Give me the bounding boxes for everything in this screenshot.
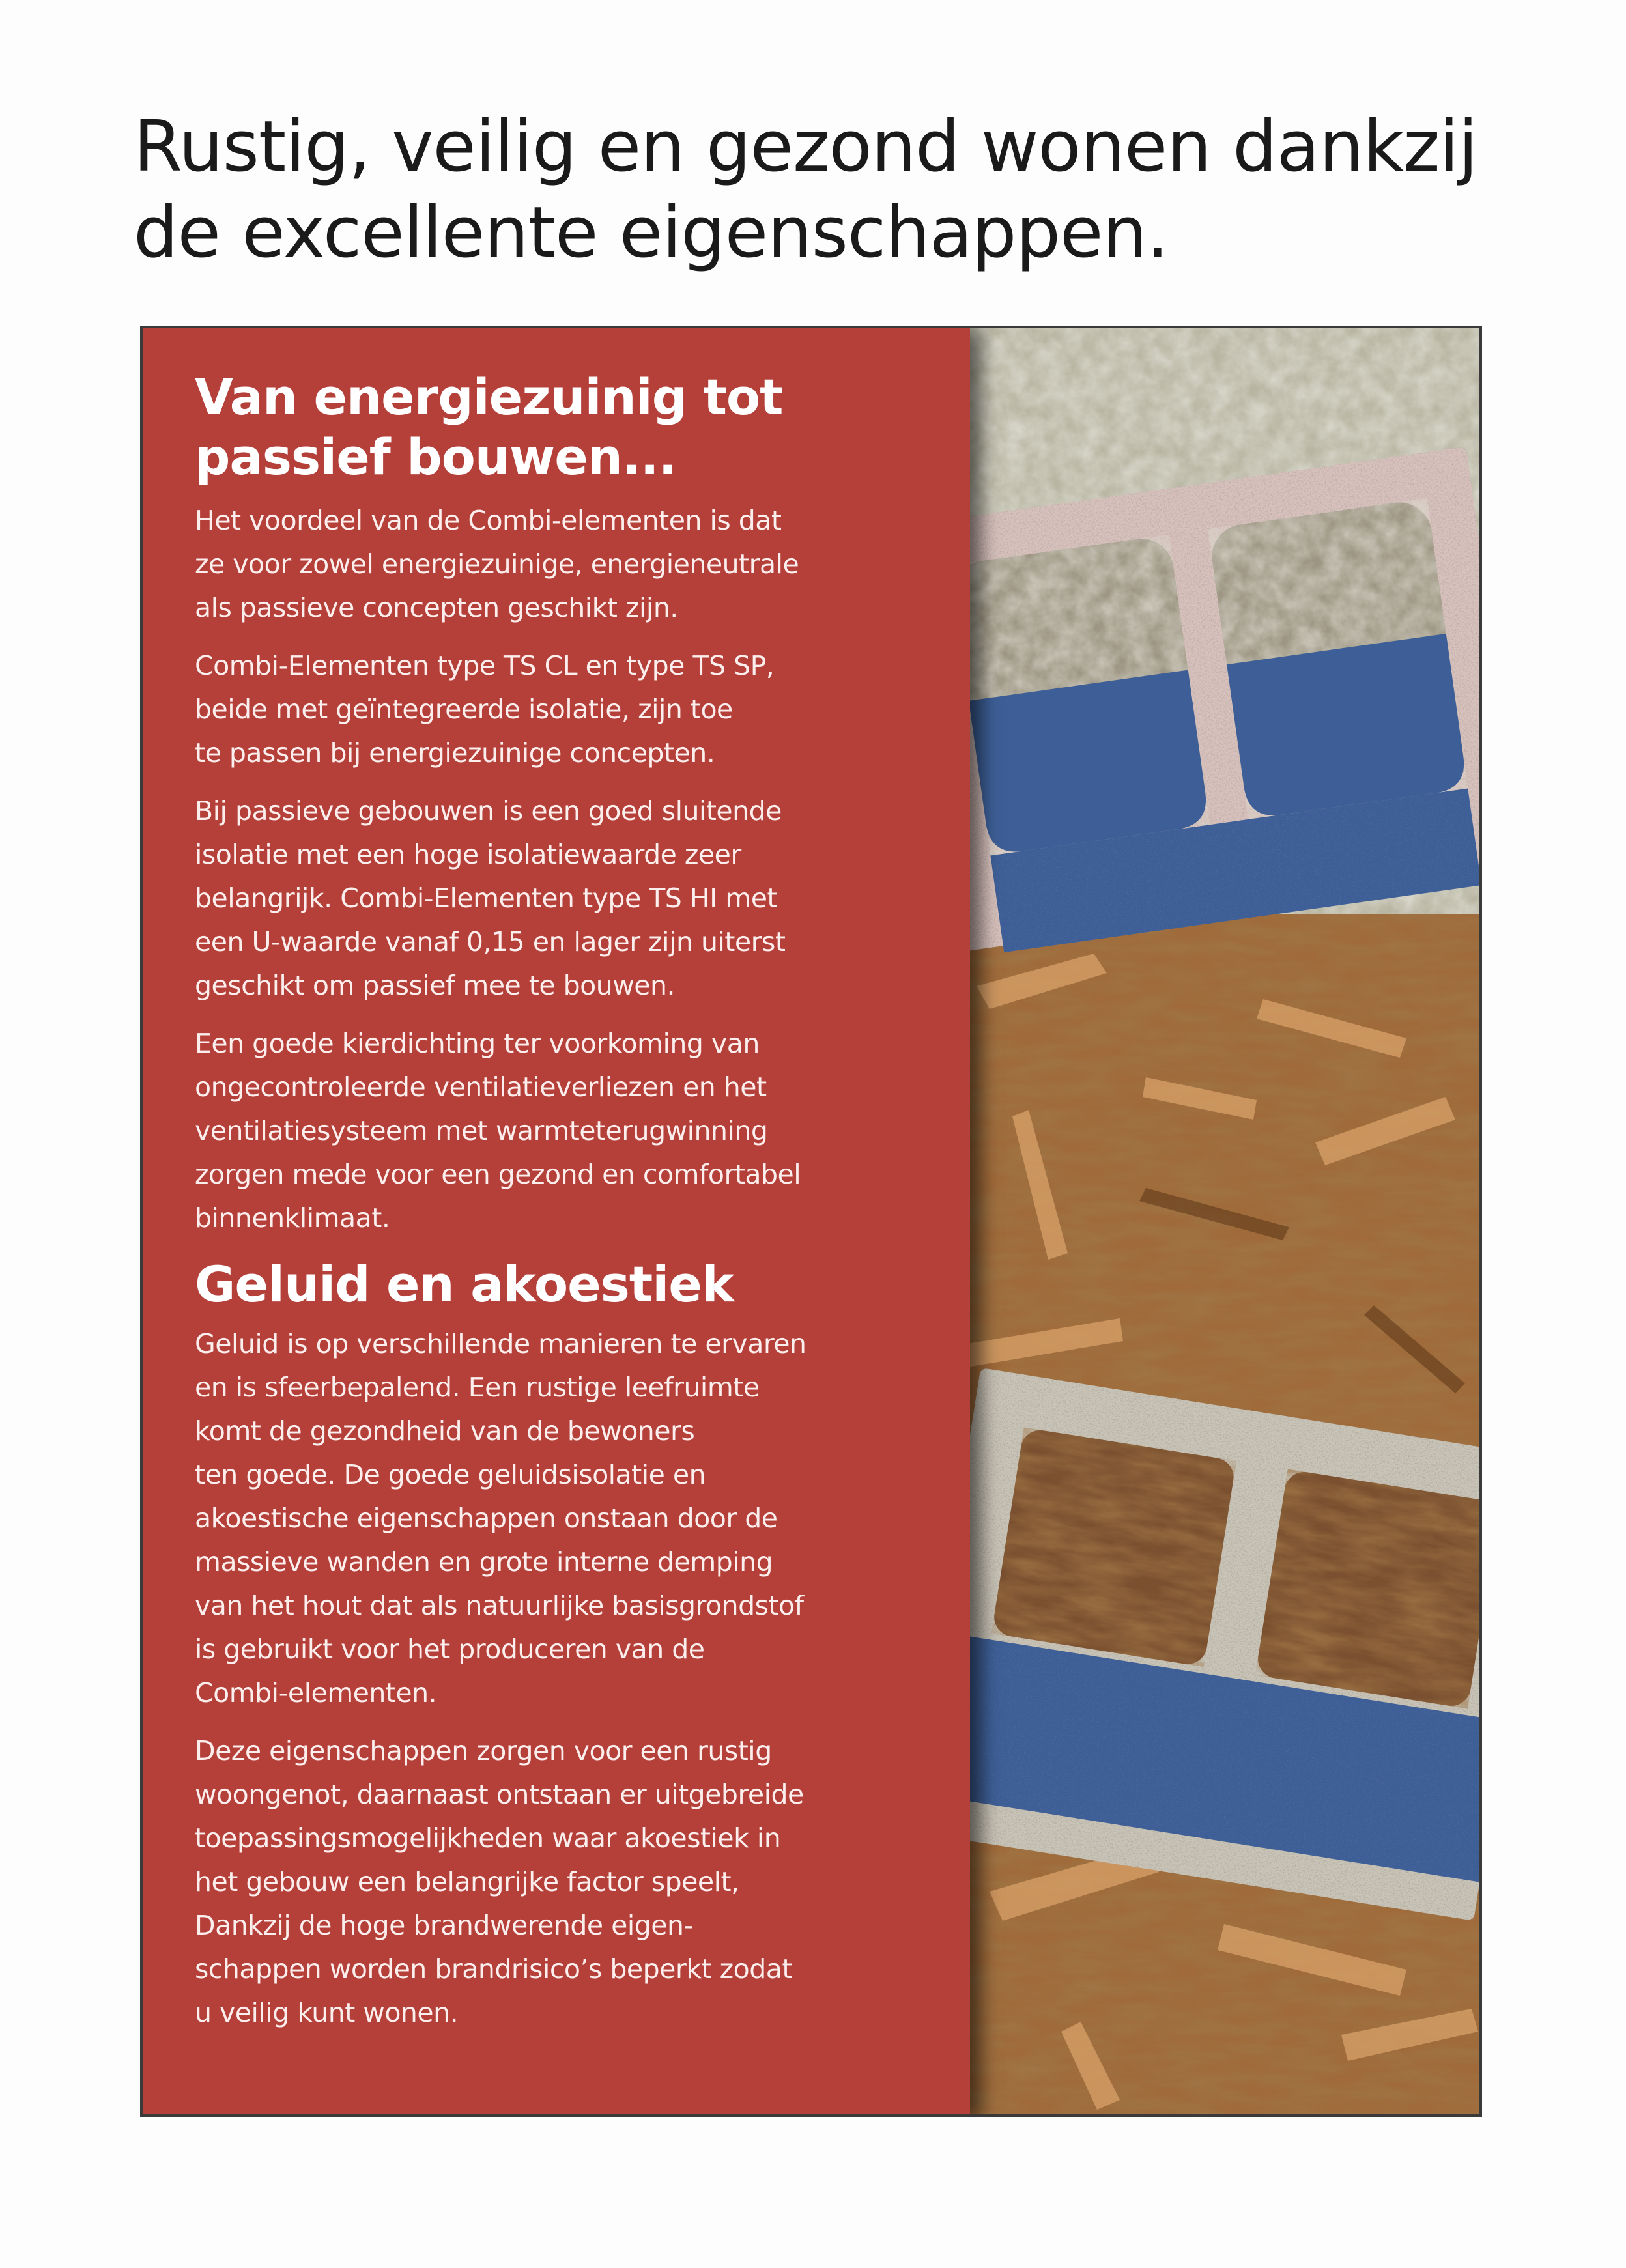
text-line: Geluid is op verschillende manieren te ervaren bbox=[195, 1328, 806, 1359]
text-line: binnenklimaat. bbox=[195, 1202, 390, 1234]
text-line: Dankzij de hoge brandwerende eigen- bbox=[195, 1910, 693, 1941]
photo-collage-graphic bbox=[950, 328, 1482, 2117]
text-line: belangrijk. Combi-Elementen type TS HI met bbox=[195, 883, 777, 914]
text-line: als passieve concepten geschikt zijn. bbox=[195, 592, 678, 623]
text-line: ten goede. De goede geluidsisolatie en bbox=[195, 1459, 706, 1490]
text-line: is gebruikt voor het produceren van de bbox=[195, 1634, 705, 1665]
photo-collage bbox=[950, 328, 1482, 2117]
paragraph-energy-2 bbox=[195, 644, 950, 775]
text-line: isolatie met een hoge isolatiewaarde zeer bbox=[195, 839, 741, 870]
combi-element-block-with-insulation-icon bbox=[950, 447, 1482, 959]
text-line: Bij passieve gebouwen is een goed sluitende bbox=[195, 795, 782, 827]
text-line: ze voor zowel energiezuinige, energieneutrale bbox=[195, 548, 799, 580]
text-line: zorgen mede voor een gezond en comfortabel bbox=[195, 1159, 801, 1190]
text-line: akoestische eigenschappen onstaan door de bbox=[195, 1503, 778, 1534]
text-line: woongenot, daarnaast ontstaan er uitgebreide bbox=[195, 1779, 804, 1810]
title-line-1: Rustig, veilig en gezond wonen dankzij bbox=[134, 106, 1477, 188]
text-line: beide met geïntegreerde isolatie, zijn toe bbox=[195, 694, 733, 725]
text-line: Combi-Elementen type TS CL en type TS SP, bbox=[195, 650, 775, 681]
text-line: en is sfeerbepalend. Een rustige leefruimte bbox=[195, 1372, 760, 1403]
text-line: schappen worden brandrisico’s beperkt zodat bbox=[195, 1953, 792, 1985]
title-line-2: de excellente eigenschappen. bbox=[134, 192, 1169, 274]
text-block bbox=[195, 367, 950, 2049]
text-line: het gebouw een belangrijke factor speelt, bbox=[195, 1866, 739, 1897]
paragraph-sound-2 bbox=[195, 1729, 950, 2035]
paragraph-energy-4 bbox=[195, 1022, 950, 1240]
text-line: ventilatiesysteem met warmteterugwinning bbox=[195, 1115, 768, 1146]
heading-line: passief bouwen... bbox=[195, 428, 677, 486]
text-line: Het voordeel van de Combi-elementen is dat bbox=[195, 505, 782, 536]
text-line: Een goede kierdichting ter voorkoming van bbox=[195, 1028, 760, 1059]
section-heading-sound: Geluid en akoestiek bbox=[195, 1255, 734, 1313]
paragraph-energy-3 bbox=[195, 789, 950, 1008]
section-heading-energy bbox=[195, 367, 950, 487]
paragraph-energy-1 bbox=[195, 499, 950, 630]
text-line: toepassingsmogelijkheden waar akoestiek in bbox=[195, 1822, 781, 1854]
text-line: u veilig kunt wonen. bbox=[195, 1997, 459, 2028]
text-line: komt de gezondheid van de bewoners bbox=[195, 1415, 695, 1447]
page-title bbox=[134, 104, 1534, 276]
text-line: Deze eigenschappen zorgen voor een rustig bbox=[195, 1735, 772, 1766]
text-line: massieve wanden en grote interne demping bbox=[195, 1546, 773, 1578]
text-line: ongecontroleerde ventilatieverliezen en het bbox=[195, 1071, 767, 1103]
text-line: een U-waarde vanaf 0,15 en lager zijn uiterst bbox=[195, 926, 786, 957]
text-line: te passen bij energiezuinige concepten. bbox=[195, 737, 715, 769]
text-line: van het hout dat als natuurlijke basisgrondstof bbox=[195, 1590, 804, 1621]
heading-line: Van energiezuinig tot bbox=[195, 368, 783, 426]
paragraph-sound-1 bbox=[195, 1322, 950, 1715]
text-line: Combi-elementen. bbox=[195, 1677, 437, 1708]
combi-element-wood-concrete-block-icon bbox=[950, 1368, 1482, 1921]
text-column bbox=[143, 328, 970, 2117]
text-line: geschikt om passief mee te bouwen. bbox=[195, 970, 676, 1001]
content-panel bbox=[140, 326, 1482, 2117]
